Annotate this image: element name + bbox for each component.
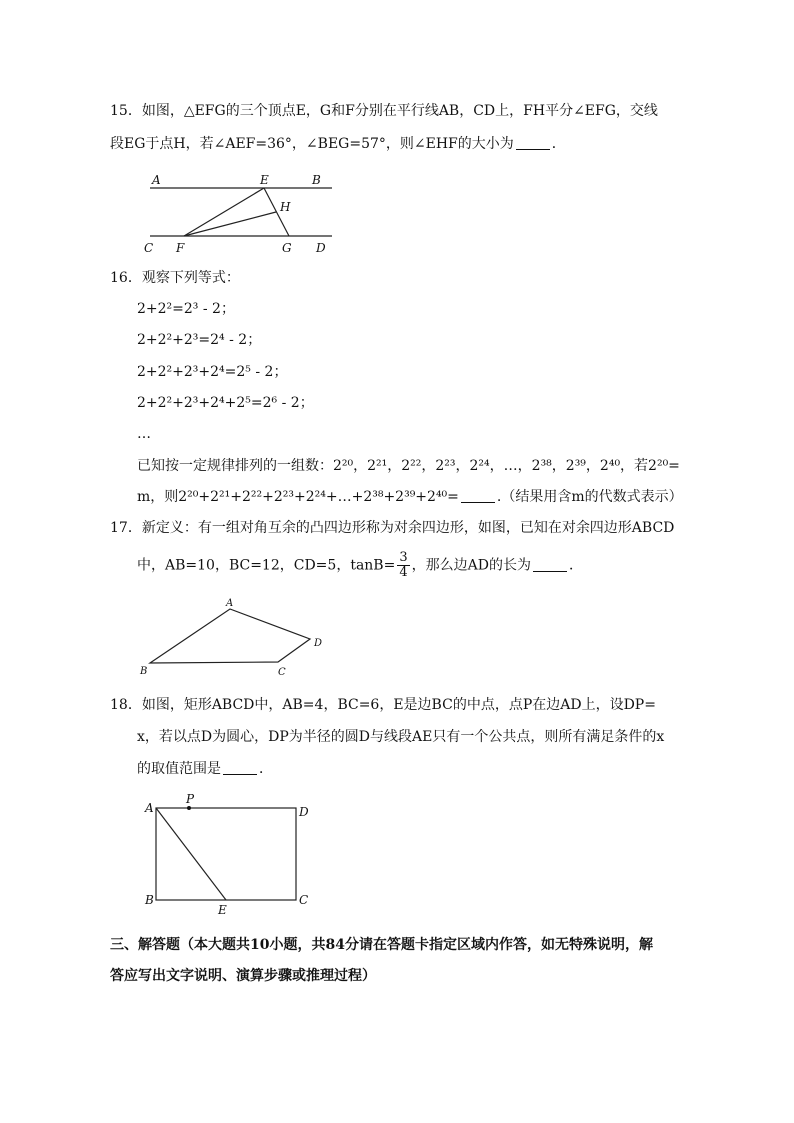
rectangle-abcd xyxy=(156,808,296,900)
q16-eq2: 2+2²+2³=2⁴ - 2； xyxy=(137,332,262,348)
quadrilateral-abcd xyxy=(150,609,310,663)
label-d: D xyxy=(299,805,309,819)
q17-line2-post: ，那么边AD的长为 xyxy=(411,557,531,574)
q15-line2-end: ． xyxy=(551,136,566,152)
q17-figure xyxy=(138,594,338,684)
q18-line3-post: ． xyxy=(259,761,273,777)
label-c: C xyxy=(299,893,309,907)
q18-line2: x，若以点D为圆心，DP为半径的圆D与线段AE只有一个公共点，则所有满足条件的x xyxy=(137,729,665,745)
q16-eq1: 2+2²=2³ - 2； xyxy=(137,301,235,317)
q17-line1: 17．新定义：有一组对角互余的凸四边形称为对余四边形，如图，已知在对余四边形ABCD xyxy=(110,520,675,536)
fraction-denominator: 4 xyxy=(399,565,408,580)
q18-answer-blank xyxy=(223,760,257,775)
q18-line1: 18．如图，矩形ABCD中，AB=4，BC=6，E是边BC的中点，点P在边AD上，设DP= xyxy=(110,697,656,713)
q18-line3 xyxy=(137,759,273,779)
q15-line2 xyxy=(110,134,566,154)
label-f: F xyxy=(176,241,185,255)
q16-intro: 16．观察下列等式： xyxy=(110,270,240,286)
q15-answer-blank xyxy=(516,135,550,150)
label-b: B xyxy=(312,173,321,187)
label-h: H xyxy=(280,200,291,214)
section3-heading-line1: 三、解答题（本大题共10小题，共84分请在答题卡指定区域内作答，如无特殊说明，解 xyxy=(110,937,653,953)
label-p: P xyxy=(186,792,195,806)
q16-known-pre: 已知按一定规律排列的一组数： xyxy=(137,458,333,474)
label-b: B xyxy=(145,893,154,907)
q15-figure xyxy=(140,168,340,258)
q17-line2-end: ． xyxy=(568,557,583,574)
q16-known-seq: 2²⁰，2²¹，2²²，2²³，2²⁴，…，2³⁸，2³⁹，2⁴⁰，若2²⁰= xyxy=(333,458,680,474)
label-d: D xyxy=(314,638,323,649)
label-a: A xyxy=(145,801,154,815)
label-e: E xyxy=(260,173,269,187)
q16-last-pre: m，则2²⁰+2²¹+2²²+2²³+2²⁴+…+2³⁸+2³⁹+2⁴⁰= xyxy=(137,489,459,505)
q16-answer-blank xyxy=(461,488,495,503)
q17-line2-pre: 中，AB=10，BC=12，CD=5，tanB= xyxy=(137,557,396,574)
q17-line2 xyxy=(137,551,583,580)
q18-line3-pre: 的取值范围是 xyxy=(137,761,221,777)
segment-ae xyxy=(156,808,226,900)
label-a: A xyxy=(226,598,234,609)
q16-last xyxy=(137,487,683,507)
tanb-fraction xyxy=(397,551,409,580)
q16-last-post: .（结果用含m的代数式表示） xyxy=(496,489,683,505)
segment-fe xyxy=(184,188,264,236)
segment-fh xyxy=(184,212,276,236)
q16-known xyxy=(137,456,680,476)
q16-eq3: 2+2²+2³+2⁴=2⁵ - 2； xyxy=(137,364,288,380)
q17-answer-blank xyxy=(533,557,567,572)
q15-line2-text: 段EG于点H，若∠AEF=36°，∠BEG=57°，则∠EHF的大小为 xyxy=(110,136,514,152)
q16-ellipsis: … xyxy=(137,426,151,442)
label-e: E xyxy=(218,903,227,917)
section3-heading-line2: 答应写出文字说明、演算步骤或推理过程） xyxy=(110,968,376,984)
label-c: C xyxy=(144,241,154,255)
label-b: B xyxy=(140,666,148,677)
fraction-numerator: 3 xyxy=(399,550,408,565)
q18-figure xyxy=(142,794,322,918)
point-p xyxy=(187,806,191,810)
label-d: D xyxy=(316,241,326,255)
label-c: C xyxy=(278,667,286,678)
q16-eq4: 2+2²+2³+2⁴+2⁵=2⁶ - 2； xyxy=(137,395,314,411)
label-g: G xyxy=(282,241,292,255)
label-a: A xyxy=(152,173,161,187)
q15-line1: 15．如图，△EFG的三个顶点E，G和F分别在平行线AB，CD上，FH平分∠EFG，交线 xyxy=(110,103,658,119)
